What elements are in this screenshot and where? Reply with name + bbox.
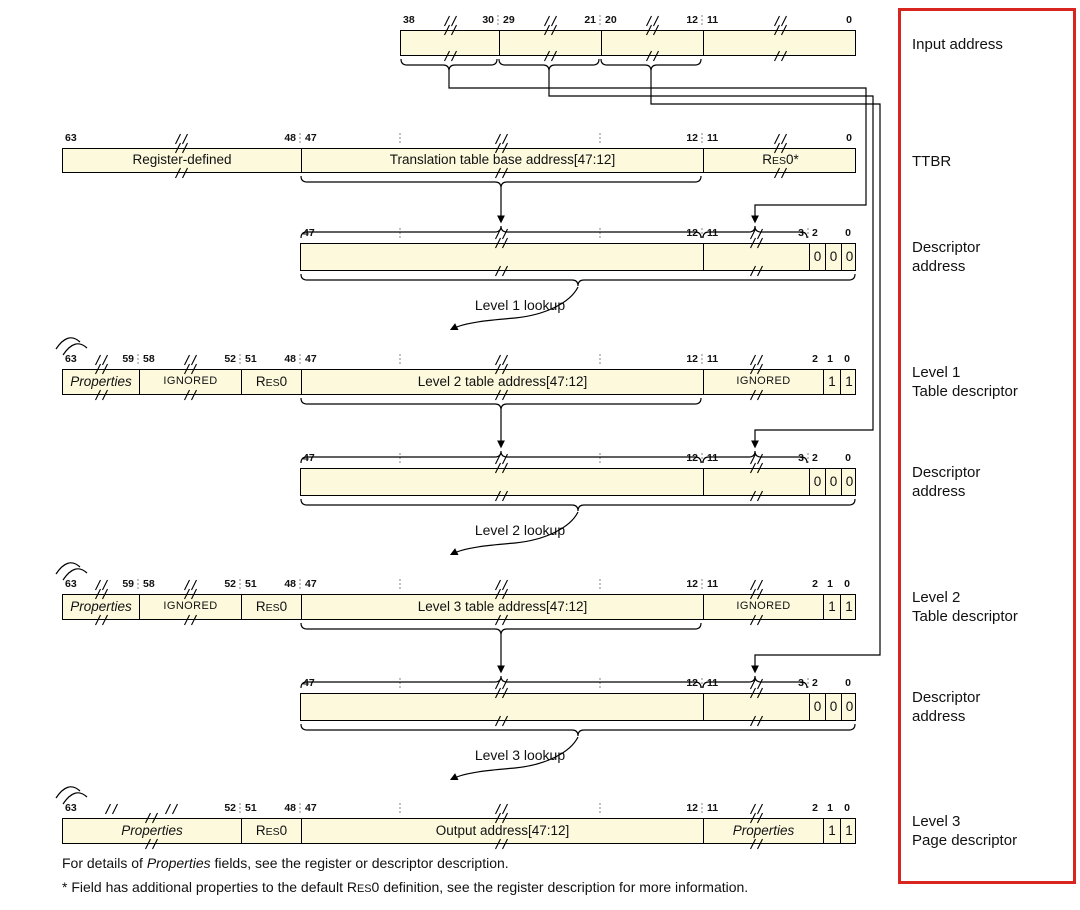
- side-label-line: Descriptor: [912, 689, 981, 706]
- descriptor-address-1-cell-4: 0: [841, 244, 857, 270]
- side-label-line: address: [912, 483, 966, 500]
- footnote-properties-part-0: For details of: [62, 855, 147, 871]
- descriptor-address-1-bit-47: 47: [303, 227, 315, 239]
- level-1-table-descriptor-bit-48: 48: [284, 353, 296, 365]
- legend-frame: [898, 8, 1076, 884]
- level-3-page-descriptor-cell-4: 1: [823, 819, 840, 843]
- level-1-table-descriptor-bit-1: 1: [827, 353, 833, 365]
- level-1-table-descriptor-cell-1: IGNORED: [139, 370, 241, 394]
- descriptor-address-2-cell-4: 0: [841, 469, 857, 495]
- side-label-descriptor-address-3: [912, 688, 980, 726]
- footnote-res0: [62, 879, 748, 895]
- side-label-line: Input address: [912, 36, 1003, 53]
- level-2-table-descriptor-cell-2: RES0: [241, 595, 301, 619]
- level-2-table-descriptor-bit-2: 2: [812, 578, 818, 590]
- level-3-page-descriptor-bit-52: 52: [224, 802, 236, 814]
- input-address-bit-20: 20: [605, 14, 617, 26]
- res0-smallcaps: ES: [356, 883, 372, 895]
- ttbr-bit-48: 48: [284, 132, 296, 144]
- level-3-page-descriptor-bit-47: 47: [305, 802, 317, 814]
- level-1-table-descriptor-bit-52: 52: [224, 353, 236, 365]
- descriptor-address-3-bit-0: 0: [845, 677, 851, 689]
- side-label-line: address: [912, 258, 966, 275]
- level-1-table-descriptor-bit-47: 47: [305, 353, 317, 365]
- descriptor-address-1-cell-3: 0: [825, 244, 841, 270]
- side-label-line: Descriptor: [912, 464, 981, 481]
- level-2-table-descriptor-cell-6: 1: [840, 595, 857, 619]
- level-2-table-descriptor-cell-1: IGNORED: [139, 595, 241, 619]
- level-1-table-descriptor-cell-5: 1: [823, 370, 840, 394]
- side-label-line: TTBR: [912, 153, 952, 170]
- level-3-page-descriptor-bit-1: 1: [827, 802, 833, 814]
- level-2-table-descriptor-bit-58: 58: [143, 578, 155, 590]
- descriptor-address-3-bit-12: 12: [686, 677, 698, 689]
- side-label-ttbr: [912, 152, 951, 171]
- level-1-table-descriptor-cell-0: Properties: [70, 374, 132, 389]
- level-3-page-descriptor-bit-0: 0: [844, 802, 850, 814]
- res0-smallcaps: ES: [265, 602, 280, 614]
- level-1-table-descriptor-bit-12: 12: [686, 353, 698, 365]
- side-label-line: Level 2: [912, 589, 961, 606]
- side-label-descriptor-address-2: [912, 463, 980, 501]
- level-1-table-descriptor-bit-11: 11: [707, 353, 719, 365]
- level-2-table-descriptor-bit-48: 48: [284, 578, 296, 590]
- footnote-res0-part-2: definition, see the register description for more information.: [379, 879, 749, 895]
- descriptor-address-3-bit-2: 2: [812, 677, 818, 689]
- level-2-table-descriptor-bit-59: 59: [122, 578, 134, 590]
- input-address-bit-38: 38: [403, 14, 415, 26]
- res0-smallcaps: ES: [771, 155, 786, 167]
- descriptor-address-2-bit-3: 3: [798, 452, 804, 464]
- level-3-page-descriptor-bit-63: 63: [65, 802, 77, 814]
- footnote-properties: [62, 855, 509, 871]
- level-2-table-descriptor-cell-0: Properties: [70, 599, 132, 614]
- descriptor-address-2-bit-11: 11: [707, 452, 719, 464]
- level-1-table-descriptor-bit-2: 2: [812, 353, 818, 365]
- ttbr-bit-63: 63: [65, 132, 77, 144]
- ttbr-bit-47: 47: [305, 132, 317, 144]
- level-3-page-descriptor-bit-11: 11: [707, 802, 719, 814]
- ttbr-bit-11: 11: [707, 132, 719, 144]
- side-label-line: Level 3: [912, 813, 961, 830]
- level-2-table-descriptor-bit-51: 51: [245, 578, 257, 590]
- ttbr-cell-0: Register-defined: [132, 152, 232, 167]
- level-1-table-descriptor-cell-3: Level 2 table address[47:12]: [301, 370, 703, 394]
- descriptor-address-1-cell-2: 0: [809, 244, 825, 270]
- descriptor-address-1-bit-12: 12: [686, 227, 698, 239]
- level-3-page-descriptor-bit-48: 48: [284, 802, 296, 814]
- descriptor-address-2-cell-3: 0: [825, 469, 841, 495]
- descriptor-address-1-bit-2: 2: [812, 227, 818, 239]
- side-label-line: Table descriptor: [912, 608, 1018, 625]
- side-label-line: address: [912, 708, 966, 725]
- descriptor-address-3-cell-4: 0: [841, 694, 857, 720]
- side-label-descriptor-address-1: [912, 238, 980, 276]
- descriptor-address-3-bit-11: 11: [707, 677, 719, 689]
- descriptor-address-2-bit-0: 0: [845, 452, 851, 464]
- level-3-page-descriptor-bit-12: 12: [686, 802, 698, 814]
- level-1-table-descriptor-bit-58: 58: [143, 353, 155, 365]
- level-2-table-descriptor-bit-63: 63: [65, 578, 77, 590]
- level-2-table-descriptor-cell-3: Level 3 table address[47:12]: [301, 595, 703, 619]
- level-1-table-descriptor-cell-6: 1: [840, 370, 857, 394]
- level-2-table-descriptor-cell-4: IGNORED: [703, 595, 823, 619]
- level-2-table-descriptor-bit-47: 47: [305, 578, 317, 590]
- res0-smallcaps: ES: [265, 826, 280, 838]
- ttbr-bit-12: 12: [686, 132, 698, 144]
- side-label-level-2-table-descriptor: [912, 588, 1018, 626]
- side-label-level-1-table-descriptor: [912, 363, 1018, 401]
- lookup-label-3: Level 3 lookup: [474, 747, 566, 763]
- footnote-properties-part-2: fields, see the register or descriptor description.: [210, 855, 509, 871]
- level-1-table-descriptor-bit-59: 59: [122, 353, 134, 365]
- footnote-res0-part-0: * Field has additional properties to the default: [62, 879, 347, 895]
- level-3-page-descriptor-cell-1: RES0: [241, 819, 301, 843]
- side-label-line: Table descriptor: [912, 383, 1018, 400]
- level-3-page-descriptor-cell-5: 1: [840, 819, 857, 843]
- level-3-page-descriptor-cell-2: Output address[47:12]: [301, 819, 703, 843]
- input-address-bit-11: 11: [707, 14, 719, 26]
- input-address-bit-21: 21: [584, 14, 596, 26]
- side-label-line: Descriptor: [912, 239, 981, 256]
- level-2-table-descriptor-bit-11: 11: [707, 578, 719, 590]
- descriptor-address-3-bit-3: 3: [798, 677, 804, 689]
- input-address-bit-30: 30: [482, 14, 494, 26]
- level-1-table-descriptor-bit-51: 51: [245, 353, 257, 365]
- ttbr-cell-2: RES0*: [703, 149, 857, 172]
- descriptor-address-2-cell-2: 0: [809, 469, 825, 495]
- descriptor-address-1-bit-11: 11: [707, 227, 719, 239]
- level-1-table-descriptor-bit-0: 0: [844, 353, 850, 365]
- descriptor-address-2-bit-47: 47: [303, 452, 315, 464]
- level-1-table-descriptor-cell-2: RES0: [241, 370, 301, 394]
- ttbr-bit-0: 0: [846, 132, 852, 144]
- level-3-page-descriptor-cell-3: Properties: [703, 819, 823, 843]
- lookup-label-2: Level 2 lookup: [474, 522, 566, 538]
- descriptor-address-2-bit-2: 2: [812, 452, 818, 464]
- side-label-line: Page descriptor: [912, 832, 1018, 849]
- res0-smallcaps: ES: [265, 377, 280, 389]
- descriptor-address-1-bit-3: 3: [798, 227, 804, 239]
- input-address-bit-0: 0: [846, 14, 852, 26]
- side-label-line: Level 1: [912, 364, 961, 381]
- level-2-table-descriptor-bit-52: 52: [224, 578, 236, 590]
- descriptor-address-2-bit-12: 12: [686, 452, 698, 464]
- input-address-bit-29: 29: [503, 14, 515, 26]
- level-2-table-descriptor-bit-0: 0: [844, 578, 850, 590]
- footnote-res0-part-1: RES0: [346, 879, 380, 895]
- level-3-page-descriptor-bit-2: 2: [812, 802, 818, 814]
- descriptor-address-3-cell-2: 0: [809, 694, 825, 720]
- level-2-table-descriptor-bit-1: 1: [827, 578, 833, 590]
- footnote-properties-part-1: Properties: [146, 855, 211, 871]
- descriptor-address-3-cell-3: 0: [825, 694, 841, 720]
- level-1-table-descriptor-bit-63: 63: [65, 353, 77, 365]
- ttbr-cell-1: Translation table base address[47:12]: [301, 149, 703, 172]
- lookup-label-1: Level 1 lookup: [474, 297, 566, 313]
- descriptor-address-1-bit-0: 0: [845, 227, 851, 239]
- level-2-table-descriptor-cell-5: 1: [823, 595, 840, 619]
- level-1-table-descriptor-cell-4: IGNORED: [703, 370, 823, 394]
- level-2-table-descriptor-bit-12: 12: [686, 578, 698, 590]
- side-label-level-3-page-descriptor: [912, 812, 1017, 850]
- level-3-page-descriptor-cell-0: Properties: [121, 823, 183, 838]
- level-3-page-descriptor-bit-51: 51: [245, 802, 257, 814]
- side-label-input-address: [912, 35, 1003, 54]
- descriptor-address-3-bit-47: 47: [303, 677, 315, 689]
- input-address-bit-12: 12: [686, 14, 698, 26]
